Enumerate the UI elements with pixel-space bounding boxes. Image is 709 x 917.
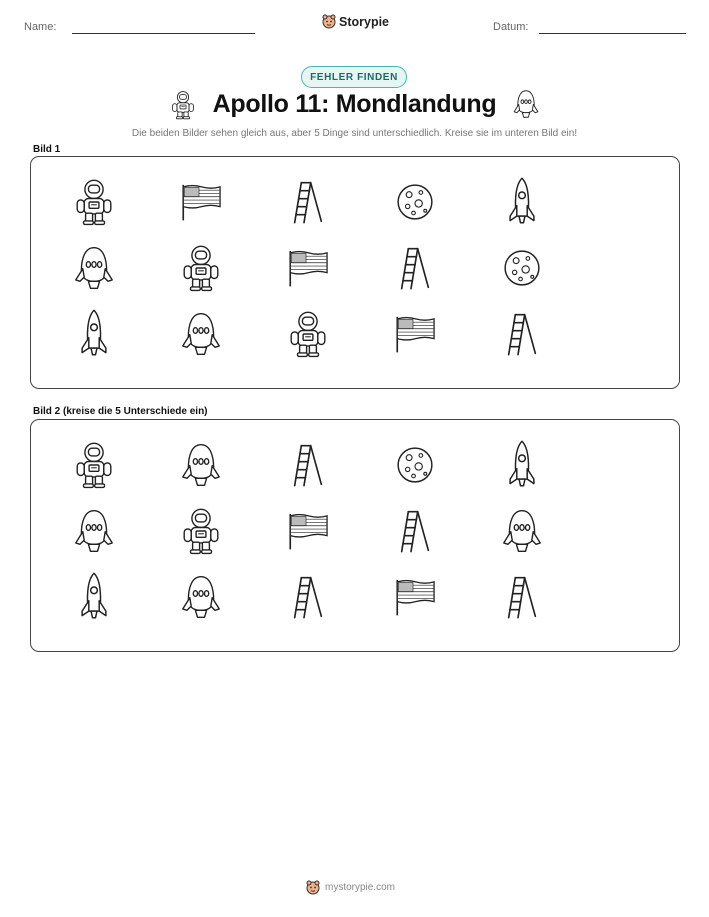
ladder-icon[interactable] bbox=[288, 441, 328, 489]
rocket-icon[interactable] bbox=[79, 571, 109, 623]
moon-icon[interactable] bbox=[393, 443, 437, 487]
astronaut-icon[interactable] bbox=[180, 506, 222, 556]
date-label: Datum: bbox=[493, 21, 529, 33]
astronaut-icon bbox=[180, 243, 222, 293]
title-astronaut-icon bbox=[170, 88, 196, 122]
title-capsule-icon bbox=[512, 88, 540, 120]
astronaut-icon bbox=[287, 309, 329, 359]
category-badge: FEHLER FINDEN bbox=[301, 66, 407, 88]
footer-mascot-icon bbox=[306, 880, 320, 895]
ladder-icon[interactable] bbox=[502, 573, 542, 621]
bild1-panel bbox=[30, 156, 680, 389]
rocket-icon bbox=[79, 308, 109, 360]
capsule-icon[interactable] bbox=[501, 506, 543, 556]
astronaut-icon[interactable] bbox=[73, 440, 115, 490]
ladder-icon bbox=[288, 178, 328, 226]
capsule-icon[interactable] bbox=[180, 572, 222, 622]
name-field[interactable] bbox=[72, 33, 255, 34]
footer bbox=[306, 880, 395, 895]
capsule-icon[interactable] bbox=[180, 440, 222, 490]
rocket-icon bbox=[507, 176, 537, 228]
flag-icon bbox=[392, 312, 438, 356]
brand-name: Storypie bbox=[339, 14, 390, 29]
flag-icon[interactable] bbox=[392, 575, 438, 619]
instructions: Die beiden Bilder sehen gleich aus, aber 5 Dinge sind unterschiedlich. Kreise sie im unteren Bild ein! bbox=[131, 128, 578, 139]
ladder-icon bbox=[395, 244, 435, 292]
ladder-icon[interactable] bbox=[288, 573, 328, 621]
rocket-icon[interactable] bbox=[507, 439, 537, 491]
page-title: Apollo 11: Mondlandung bbox=[212, 90, 497, 118]
ladder-icon[interactable] bbox=[395, 507, 435, 555]
capsule-icon bbox=[180, 309, 222, 359]
footer-url[interactable]: mystorypie.com bbox=[325, 882, 396, 893]
flag-icon bbox=[285, 246, 331, 290]
moon-icon bbox=[393, 180, 437, 224]
bild1-label: Bild 1 bbox=[33, 144, 61, 155]
bild2-label: Bild 2 (kreise die 5 Unterschiede ein) bbox=[33, 406, 208, 417]
capsule-icon[interactable] bbox=[73, 506, 115, 556]
name-label: Name: bbox=[24, 21, 57, 33]
moon-icon bbox=[500, 246, 544, 290]
flag-icon[interactable] bbox=[285, 509, 331, 553]
ladder-icon bbox=[502, 310, 542, 358]
astronaut-icon bbox=[73, 177, 115, 227]
capsule-icon bbox=[73, 243, 115, 293]
flag-icon bbox=[178, 180, 224, 224]
bild2-panel[interactable] bbox=[30, 419, 680, 652]
brand-logo bbox=[322, 14, 389, 29]
storypie-mascot-icon bbox=[322, 14, 336, 29]
date-field[interactable] bbox=[539, 33, 686, 34]
